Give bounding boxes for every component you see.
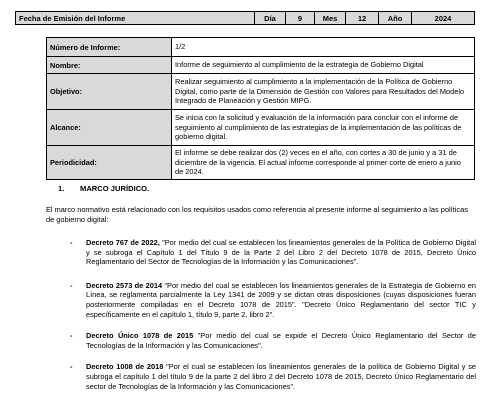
section-intro: El marco normativo está relacionado con los requisitos usados como referencia al presente informe al seguimiento a las políticas de gobierno digital: xyxy=(46,205,468,224)
report-number-value: 1/2 xyxy=(172,38,475,57)
decree-list xyxy=(70,238,476,391)
bullet-marker: - xyxy=(70,238,73,247)
decree-text: "Por el cual se establecen los lineamientos generales de la política de Gobierno Digital y se subroga el capítulo 1 del título 9 de la parte 2 del libro 2 del Decreto 1078 de 2015, Decreto Único Reglamentario del sector de Tecnologías de la Información y las Comunicaciones". xyxy=(86,362,477,391)
decree-text: "Por medio del cual se establecen los lineamientos generales de la Política de Gobierno Digital y se subroga el Capítulo 1 del Título 9 de la Parte 2 del Libro 2 del Decreto 1078 de 2015, Decreto Único Reglamentario del Sector de Tecnologías de la Información y las Comunicaciones". xyxy=(86,238,476,267)
objective-value: Realizar seguimiento al cumplimiento a la implementación de la Política de Gobierno Digital, como parte de la Dimensión de Gestión con Valores para Resultados del Modelo Integrado de Planeación y Gestión MIPG. xyxy=(172,74,475,110)
report-name-label: Nombre: xyxy=(47,57,172,74)
bullet-marker: - xyxy=(70,362,73,372)
month-label: Mes xyxy=(315,12,346,25)
list-item xyxy=(70,362,476,391)
scope-label: Alcance: xyxy=(47,110,172,146)
list-item xyxy=(70,331,476,350)
scope-value: Se inicia con la solicitud y evaluación de la información para concluir con el informe de seguimiento al cumplimiento de las estrategias de la implementación de las políticas de gobierno digital. xyxy=(172,110,475,146)
section-heading xyxy=(58,184,149,193)
issue-date-label: Fecha de Emisión del Informe xyxy=(16,12,255,25)
decree-name: Decreto Único 1078 de 2015 xyxy=(86,331,194,341)
decree-text: "Por medio del cual se expide el Decreto Único Reglamentario del Sector de Tecnologías de la Información y las Comunicaciones". xyxy=(86,331,476,350)
decree-name: Decreto 1008 de 2018 xyxy=(86,362,164,372)
section-number: 1. xyxy=(58,184,65,193)
section-title: MARCO JURÍDICO. xyxy=(80,184,150,193)
report-number-label: Número de Informe: xyxy=(47,38,172,57)
decree-text: "Por medio del cual se establecen los lineamientos generales de la Estrategia de Gobierno en Línea, se reglamenta parcialmente la Ley 1341 de 2009 y se dictan otras disposiciones (cuyas disposiciones fueran posteriormente compiladas en el Decreto 1078 de 2015". "Decreto Único Reglamentario del sector TIC y específicamente en el capítulo 1, título 9, parte 2, libro 2". xyxy=(86,280,477,319)
list-item xyxy=(70,238,476,267)
issue-date-header xyxy=(15,11,475,25)
month-value: 12 xyxy=(346,12,379,25)
decree-name: Decreto 2573 de 2014 xyxy=(86,280,163,290)
report-name-value: Informe de seguimiento al cumplimiento de la estrategia de Gobierno Digital xyxy=(172,57,475,74)
year-value: 2024 xyxy=(412,12,475,25)
bullet-marker: - xyxy=(70,280,73,290)
periodicity-label: Periodicidad: xyxy=(47,146,172,180)
day-value: 9 xyxy=(286,12,315,25)
decree-name: Decreto 767 de 2022, xyxy=(86,238,160,247)
report-info-table xyxy=(46,37,475,180)
bullet-marker: - xyxy=(70,331,73,341)
objective-label: Objetivo: xyxy=(47,74,172,110)
day-label: Día xyxy=(255,12,286,25)
list-item xyxy=(70,281,476,319)
periodicity-value: El informe se debe realizar dos (2) veces en el año, con cortes a 30 de junio y a 31 de diciembre de la vigencia. El actual informe corresponde al primer corte de enero a junio de 2024. xyxy=(172,146,475,180)
year-label: Año xyxy=(379,12,412,25)
